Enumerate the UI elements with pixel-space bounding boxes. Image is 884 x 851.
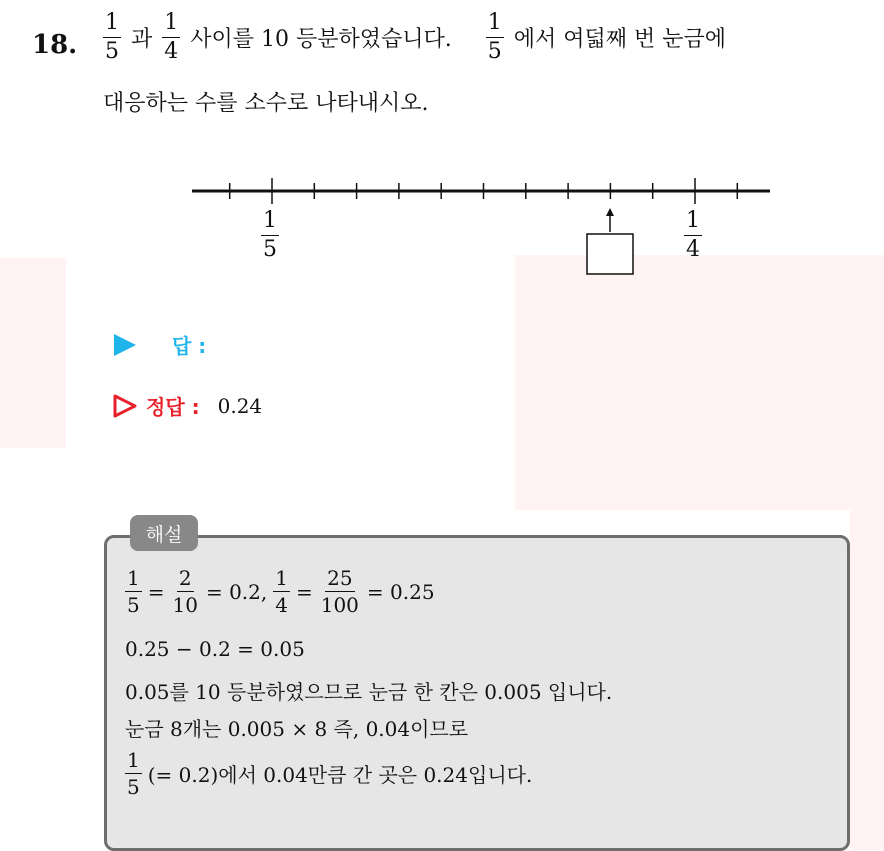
- correct-answer-value: 0.24: [217, 393, 263, 418]
- correct-answer-label: 정답 :: [146, 395, 200, 419]
- correct-answer-row: [112, 391, 262, 420]
- solution-line-5: $\frac{1}{5}$ (= 0.2)에서 0.04만큼 간 곳은 0.24입니다.: [127, 748, 533, 799]
- answer-label: 답 :: [172, 334, 207, 358]
- solution-line-4: 눈금 8개는 0.005 × 8 즉, 0.04이므로: [125, 717, 469, 741]
- fraction-one-fifth-2: $\frac{1}{5}$: [487, 10, 502, 64]
- solution-line-1: $\frac{1}{5}$ = $\frac{2}{10}$ = 0.2, $\frac{1}{4}$ = $\frac{25}{100}$ = 0.25: [127, 566, 435, 617]
- question-text-part-1: 사이를 10 등분하였습니다.: [190, 27, 452, 52]
- number-line-left-label: $\frac{1}{5}$: [263, 208, 277, 262]
- question-text-part-2: 에서 여덟째 번 눈금에: [513, 27, 727, 52]
- question-line-1: [103, 12, 726, 63]
- pointer-arrow-head: [606, 208, 614, 216]
- bg-block-edge: [850, 510, 884, 850]
- answer-blank-box: [587, 234, 633, 274]
- outline-triangle-icon: [112, 394, 138, 418]
- word-and: 과: [131, 27, 153, 52]
- solution-line-2: 0.25 − 0.2 = 0.05: [125, 637, 305, 661]
- fraction-one-fifth: $\frac{1}{5}$: [105, 10, 119, 64]
- solution-tag: 해설: [130, 515, 198, 551]
- question-number: 18.: [32, 30, 78, 60]
- play-triangle-icon: [112, 333, 138, 357]
- answer-row: [112, 330, 222, 359]
- bg-block-right: [515, 255, 884, 510]
- question-text-part-3: 대응하는 수를 소수로 나타내시오.: [103, 91, 429, 116]
- number-line-right-label: $\frac{1}{4}$: [686, 208, 700, 262]
- bg-block-left: [0, 258, 66, 448]
- fraction-one-fourth: $\frac{1}{4}$: [164, 10, 179, 64]
- solution-line-3: 0.05를 10 등분하였으므로 눈금 한 칸은 0.005 입니다.: [125, 680, 613, 704]
